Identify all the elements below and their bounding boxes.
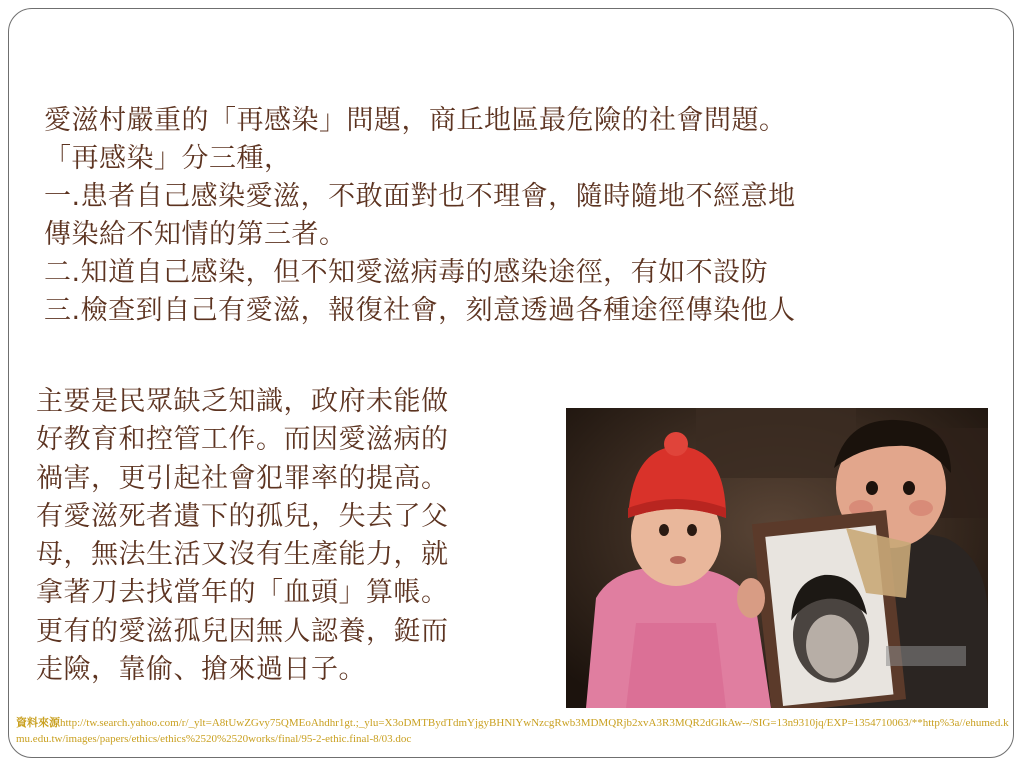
intro-line: 三.檢查到自己有愛滋，報復社會，刻意透過各種途徑傳染他人 (44, 295, 796, 326)
children-photo (566, 408, 988, 708)
intro-line: 一.患者自己感染愛滋，不敢面對也不理會，隨時隨地不經意地 (44, 181, 796, 212)
body-line: 拿著刀去找當年的「血頭」算帳。 (36, 577, 449, 609)
body-line: 更有的愛滋孤兒因無人認養，鋌而 (36, 615, 449, 647)
intro-line: 「再感染」分三種， (44, 143, 292, 174)
body-paragraph (36, 383, 556, 689)
body-line: 主要是民眾缺乏知識，政府未能做 (36, 386, 449, 417)
body-line: 母，無法生活又沒有生產能力，就 (36, 539, 449, 571)
children-photo-illustration (566, 408, 988, 708)
source-url[interactable]: http://tw.search.yahoo.com/r/_ylt=A8tUwZGvy75QMEoAhdhr1gt.;_ylu=X3oDMTBydTdmYjgyBHNlYwNzcgRwb3MDMQRjb2xvA3R3MQR2dGlkAw--/SIG=13n9310jq/EXP=1354710063/**http%3a//ehumed.kmu.edu.tw/images/papers/ethics/ethics%2520%2520works/final/95-2-ethic.final-8/03.doc (16, 717, 1009, 745)
intro-paragraph (44, 102, 994, 330)
body-line: 好教育和控管工作。而因愛滋病的 (36, 424, 449, 456)
intro-line: 二.知道自己感染，但不知愛滋病毒的感染途徑，有如不設防 (44, 257, 769, 288)
body-line: 有愛滋死者遺下的孤兒，失去了父 (36, 500, 449, 532)
intro-line: 愛滋村嚴重的「再感染」問題，商丘地區最危險的社會問題。 (44, 105, 787, 136)
intro-line: 傳染給不知情的第三者。 (44, 219, 347, 250)
body-line: 走險，靠偷、搶來過日子。 (36, 654, 366, 686)
source-label: 資料來源 (16, 717, 60, 729)
source-citation (16, 715, 1012, 747)
body-line: 禍害，更引起社會犯罪率的提高。 (36, 462, 449, 494)
